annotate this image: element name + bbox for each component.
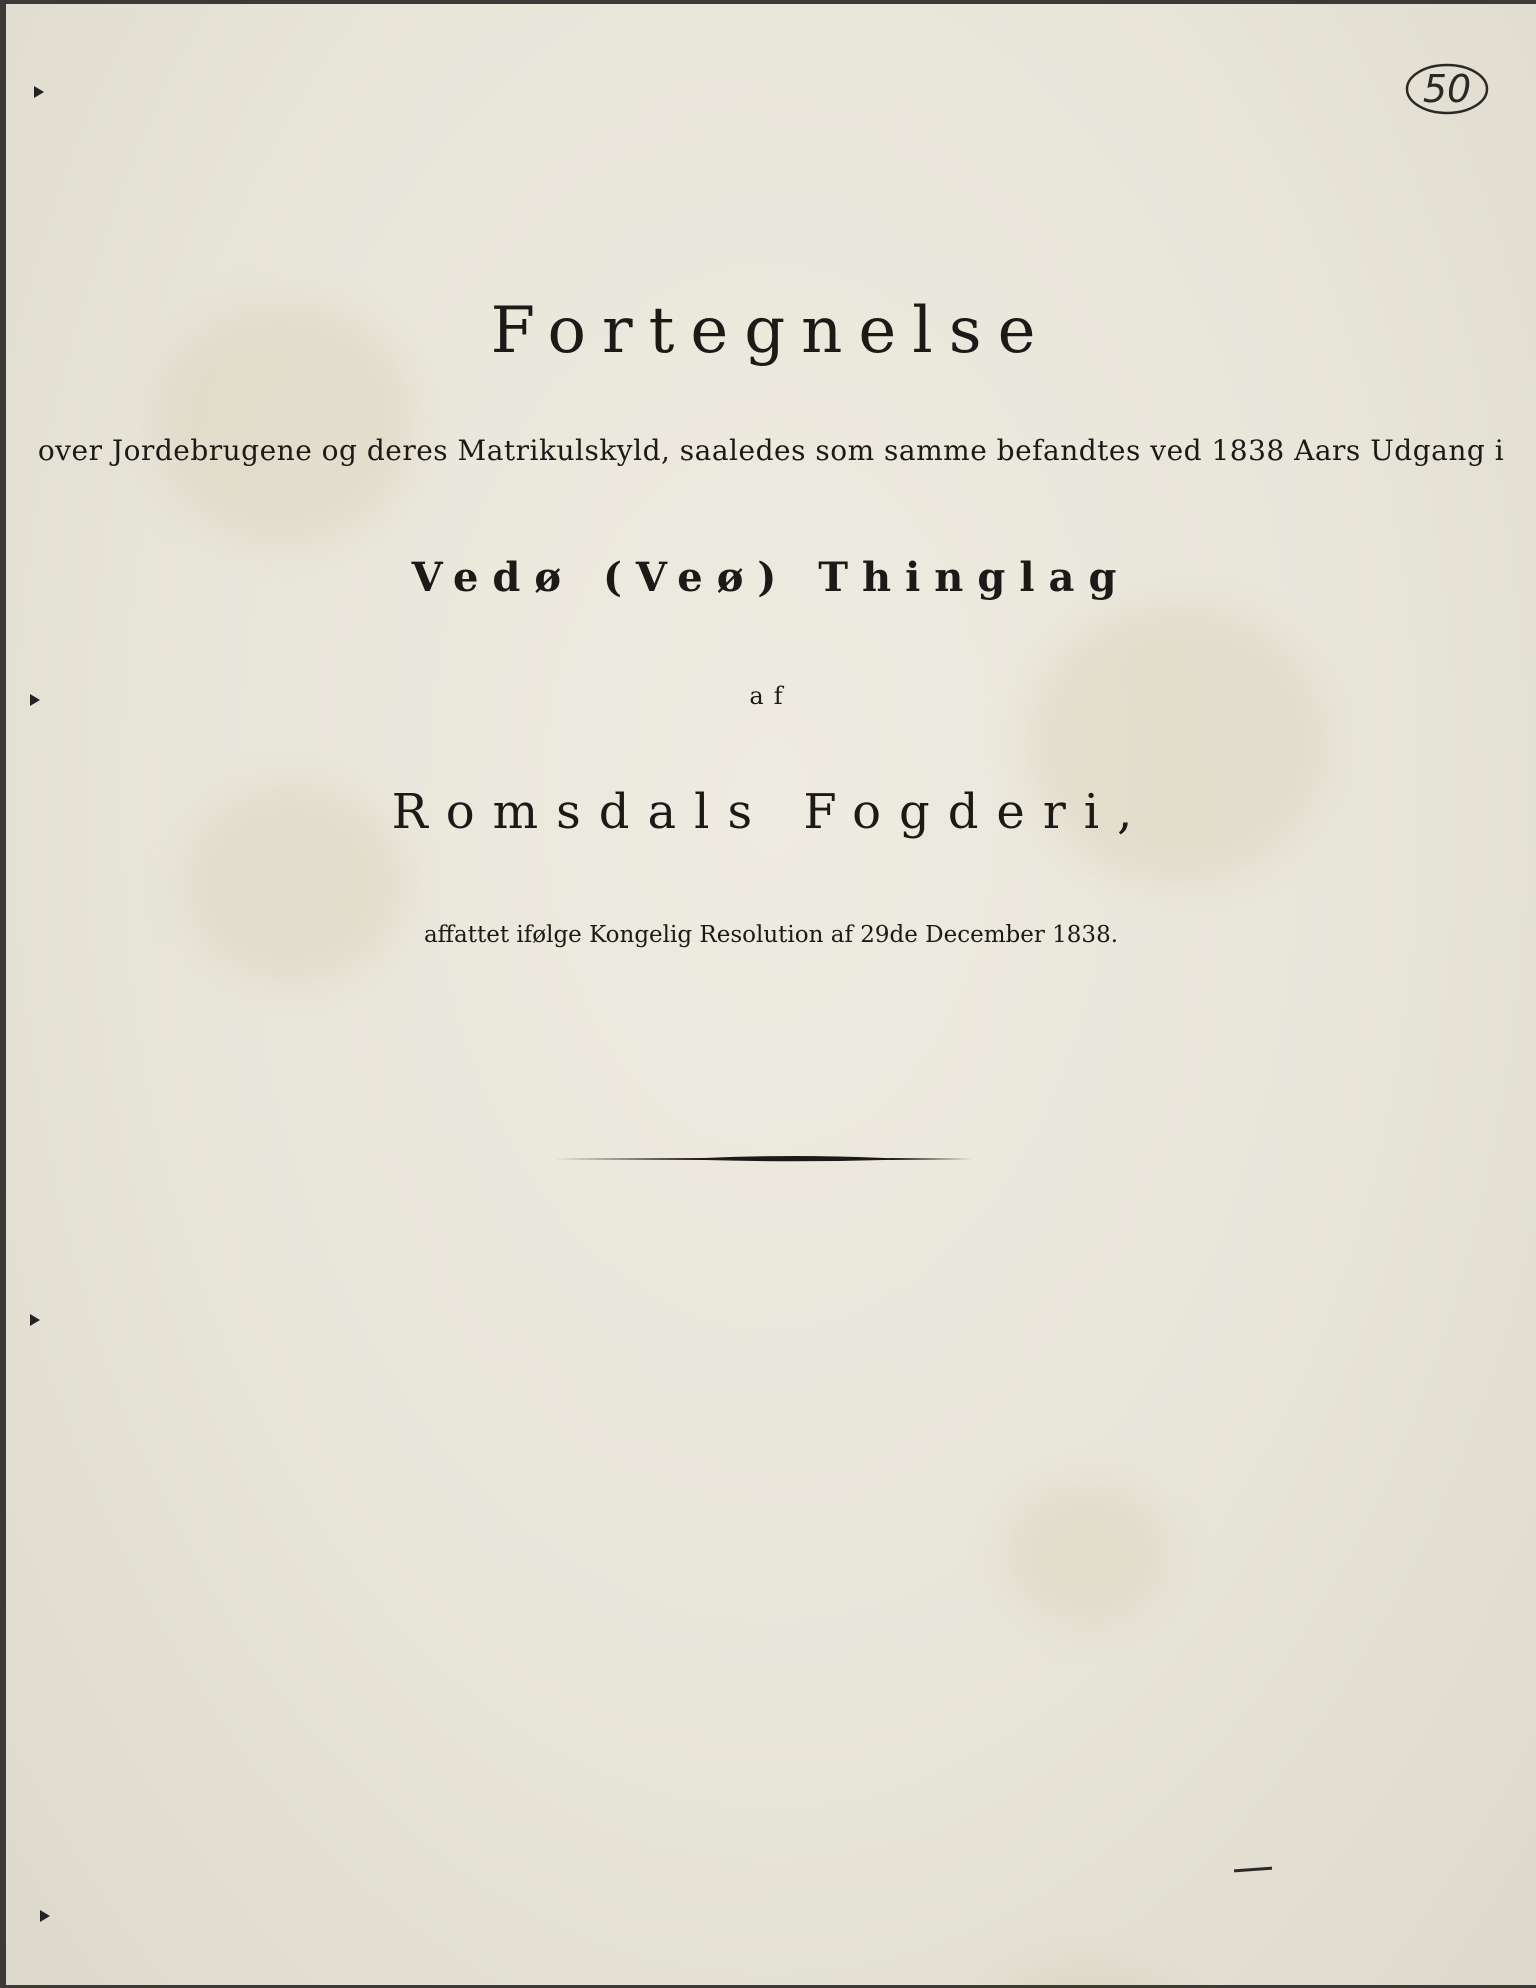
margin-mark bbox=[30, 694, 40, 706]
document-subtitle: over Jordebrugene og deres Matrikulskyld, saaledes som samme befandtes ved 1838 Aars Udgang i bbox=[37, 434, 1505, 467]
paper-stain bbox=[1006, 1484, 1166, 1624]
bailiwick-heading: Romsdals Fogderi, bbox=[391, 784, 1151, 840]
decorative-rule bbox=[554, 1154, 972, 1164]
margin-mark bbox=[34, 86, 44, 98]
district-heading: Vedø (Veø) Thinglag bbox=[411, 554, 1131, 601]
paper-stain bbox=[1026, 604, 1326, 884]
resolution-line: affattet ifølge Kongelig Resolution af 29de December 1838. bbox=[423, 922, 1119, 948]
paper-stain bbox=[986, 1964, 1186, 1985]
document-page bbox=[6, 4, 1536, 1985]
connector-word: af bbox=[749, 682, 793, 710]
margin-dash bbox=[1234, 1867, 1272, 1873]
document-title: Fortegnelse bbox=[490, 294, 1052, 368]
page-number: 50 bbox=[1422, 67, 1472, 111]
margin-mark bbox=[30, 1314, 40, 1326]
margin-mark bbox=[40, 1910, 50, 1922]
